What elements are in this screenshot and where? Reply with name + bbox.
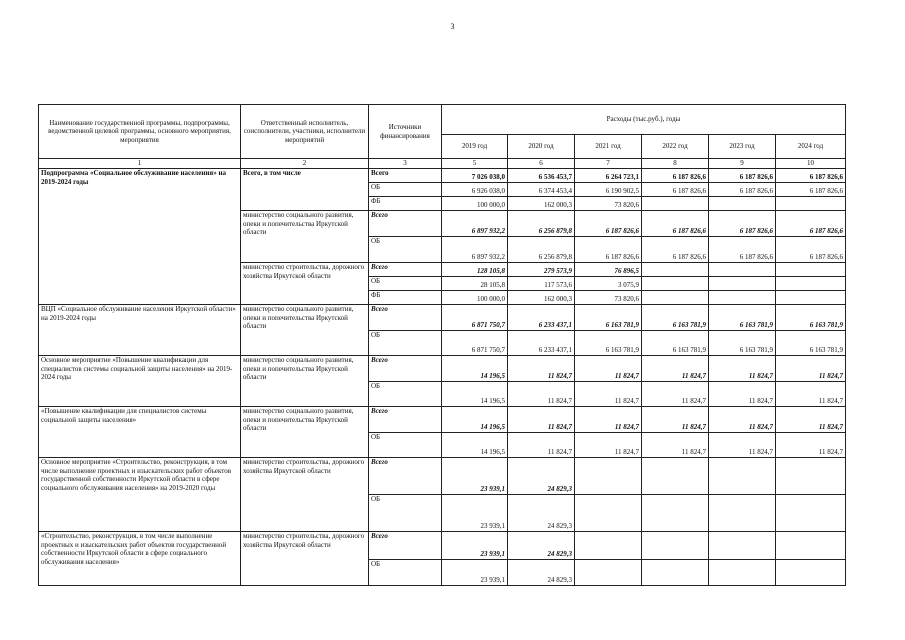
value-cell: 6 187 826,6 xyxy=(642,211,709,237)
column-number: 5 xyxy=(442,159,508,169)
value-cell: 11 824,7 xyxy=(776,382,846,407)
value-cell: 23 939,1 xyxy=(442,458,508,495)
value-cell: 23 939,1 xyxy=(442,560,508,586)
responsible-cell: министерство строительства, дорожного хозяйства Иркутской области xyxy=(241,263,369,305)
value-cell: 6 187 826,6 xyxy=(776,211,846,237)
value-cell: 6 190 902,5 xyxy=(575,183,642,197)
table-row xyxy=(39,169,846,183)
value-cell: 6 897 932,2 xyxy=(442,237,508,263)
empty-cell xyxy=(709,458,776,495)
value-cell: 6 897 932,2 xyxy=(442,211,508,237)
empty-cell xyxy=(776,458,846,495)
value-cell: 6 374 453,4 xyxy=(508,183,575,197)
value-cell: 117 573,6 xyxy=(508,277,575,291)
value-cell: 6 163 781,9 xyxy=(642,331,709,356)
value-cell: 3 075,9 xyxy=(575,277,642,291)
value-cell: 24 829,3 xyxy=(508,495,575,532)
value-cell: 11 824,7 xyxy=(508,433,575,458)
value-cell: 11 824,7 xyxy=(642,407,709,433)
empty-cell xyxy=(776,560,846,586)
responsible-cell: министерство социального развития, опеки и попечительства Иркутской области xyxy=(241,407,369,458)
value-cell: 6 187 826,6 xyxy=(776,237,846,263)
value-cell: 6 187 826,6 xyxy=(575,211,642,237)
value-cell: 11 824,7 xyxy=(575,356,642,382)
source-cell: ОБ xyxy=(369,495,442,532)
empty-cell xyxy=(575,495,642,532)
value-cell: 11 824,7 xyxy=(776,356,846,382)
value-cell: 11 824,7 xyxy=(575,382,642,407)
value-cell: 11 824,7 xyxy=(642,356,709,382)
value-cell: 11 824,7 xyxy=(776,433,846,458)
empty-cell xyxy=(575,458,642,495)
empty-cell xyxy=(709,197,776,211)
column-number: 1 xyxy=(39,159,241,169)
value-cell: 73 820,6 xyxy=(575,197,642,211)
value-cell: 73 820,6 xyxy=(575,291,642,305)
value-cell: 100 000,0 xyxy=(442,197,508,211)
value-cell: 11 824,7 xyxy=(508,407,575,433)
value-cell: 6 163 781,9 xyxy=(575,331,642,356)
value-cell: 11 824,7 xyxy=(575,407,642,433)
year-cell: 2024 год xyxy=(776,135,846,159)
header-name-cell: Наименование государственной программы, подпрограммы, ведомственной целевой программы, основного мероприятия, мероприятия xyxy=(39,105,241,159)
source-cell: Всего xyxy=(369,532,442,560)
program-name-cell: «Повышение квалификации для специалистов системы социальной защиты населения» xyxy=(39,407,241,458)
value-cell: 23 939,1 xyxy=(442,495,508,532)
program-name-cell: Основное мероприятие «Повышение квалификации для специалистов системы социальной защиты населения» на 2019-2024 годы xyxy=(39,356,241,407)
column-number: 10 xyxy=(776,159,846,169)
value-cell: 6 187 826,6 xyxy=(642,183,709,197)
value-cell: 11 824,7 xyxy=(575,433,642,458)
source-cell: ОБ xyxy=(369,277,442,291)
value-cell: 6 163 781,9 xyxy=(776,305,846,331)
table-row xyxy=(39,407,846,433)
header-responsible-cell: Ответственный исполнитель, соисполнители, участники, исполнители мероприятий xyxy=(241,105,369,159)
column-numbers-row xyxy=(39,159,846,169)
empty-cell xyxy=(642,197,709,211)
source-cell: ФБ xyxy=(369,197,442,211)
responsible-cell: Всего, в том числе xyxy=(241,169,369,211)
year-cell: 2020 год xyxy=(508,135,575,159)
empty-cell xyxy=(776,277,846,291)
value-cell: 162 000,3 xyxy=(508,291,575,305)
program-name-cell: «Строительство, реконструкция, в том числе выполнение проектных и изыскательских работ объектов государственной собственности Иркутской области в сфере социального обслуживания населения» xyxy=(39,532,241,586)
empty-cell xyxy=(709,560,776,586)
empty-cell xyxy=(575,532,642,560)
value-cell: 24 829,3 xyxy=(508,532,575,560)
source-cell: Всего xyxy=(369,305,442,331)
value-cell: 6 187 826,6 xyxy=(709,237,776,263)
expenditure-table xyxy=(38,104,846,586)
empty-cell xyxy=(709,291,776,305)
empty-cell xyxy=(642,263,709,277)
value-cell: 162 000,3 xyxy=(508,197,575,211)
value-cell: 6 187 826,6 xyxy=(776,183,846,197)
empty-cell xyxy=(642,277,709,291)
empty-cell xyxy=(642,291,709,305)
empty-cell xyxy=(642,560,709,586)
value-cell: 6 187 826,6 xyxy=(709,169,776,183)
value-cell: 11 824,7 xyxy=(508,382,575,407)
source-cell: Всего xyxy=(369,169,442,183)
page-number: 3 xyxy=(450,22,455,31)
value-cell: 6 871 750,7 xyxy=(442,331,508,356)
source-cell: ФБ xyxy=(369,291,442,305)
source-cell: ОБ xyxy=(369,433,442,458)
value-cell: 11 824,7 xyxy=(709,356,776,382)
value-cell: 6 187 826,6 xyxy=(709,211,776,237)
value-cell: 6 233 437,1 xyxy=(508,331,575,356)
value-cell: 14 196,5 xyxy=(442,407,508,433)
year-cell: 2023 год xyxy=(709,135,776,159)
column-number: 9 xyxy=(709,159,776,169)
empty-cell xyxy=(776,532,846,560)
table-row xyxy=(39,305,846,331)
empty-cell xyxy=(776,263,846,277)
responsible-cell: министерство социального развития, опеки и попечительства Иркутской области xyxy=(241,305,369,356)
responsible-cell: министерство строительства, дорожного хозяйства Иркутской области xyxy=(241,532,369,586)
header-expenses-cell: Расходы (тыс.руб.), годы xyxy=(442,105,846,135)
empty-cell xyxy=(776,291,846,305)
empty-cell xyxy=(709,277,776,291)
table-row xyxy=(39,532,846,560)
header-row xyxy=(39,105,846,135)
source-cell: ОБ xyxy=(369,560,442,586)
empty-cell xyxy=(709,263,776,277)
value-cell: 11 824,7 xyxy=(709,382,776,407)
value-cell: 76 896,5 xyxy=(575,263,642,277)
value-cell: 6 187 826,6 xyxy=(642,237,709,263)
column-number: 2 xyxy=(241,159,369,169)
empty-cell xyxy=(709,532,776,560)
source-cell: Всего xyxy=(369,263,442,277)
responsible-cell: министерство социального развития, опеки и попечительства Иркутской области xyxy=(241,211,369,263)
value-cell: 7 026 038,0 xyxy=(442,169,508,183)
value-cell: 11 824,7 xyxy=(642,382,709,407)
program-name-cell: ВЦП «Социальное обслуживание населения Иркутской области» на 2019-2024 годы xyxy=(39,305,241,356)
value-cell: 6 926 038,0 xyxy=(442,183,508,197)
empty-cell xyxy=(575,560,642,586)
value-cell: 28 105,8 xyxy=(442,277,508,291)
value-cell: 6 536 453,7 xyxy=(508,169,575,183)
value-cell: 6 163 781,9 xyxy=(776,331,846,356)
value-cell: 11 824,7 xyxy=(709,433,776,458)
responsible-cell: министерство строительства, дорожного хозяйства Иркутской области xyxy=(241,458,369,532)
column-number: 7 xyxy=(575,159,642,169)
value-cell: 6 187 826,6 xyxy=(575,237,642,263)
value-cell: 14 196,5 xyxy=(442,433,508,458)
value-cell: 6 256 879,8 xyxy=(508,211,575,237)
year-cell: 2021 год xyxy=(575,135,642,159)
value-cell: 11 824,7 xyxy=(642,433,709,458)
value-cell: 6 871 750,7 xyxy=(442,305,508,331)
empty-cell xyxy=(642,495,709,532)
table-row xyxy=(39,458,846,495)
empty-cell xyxy=(776,197,846,211)
value-cell: 11 824,7 xyxy=(508,356,575,382)
column-number: 6 xyxy=(508,159,575,169)
value-cell: 6 187 826,6 xyxy=(776,169,846,183)
value-cell: 11 824,7 xyxy=(709,407,776,433)
source-cell: ОБ xyxy=(369,382,442,407)
value-cell: 23 939,1 xyxy=(442,532,508,560)
program-name-cell: Основное мероприятие «Строительство, реконструкция, в том числе выполнение проектных и изыскательских работ объектов государственной собственности Иркутской области в сфере социального обслуживания населения» на 2019-2020 годы xyxy=(39,458,241,532)
value-cell: 100 000,0 xyxy=(442,291,508,305)
value-cell: 6 163 781,9 xyxy=(709,331,776,356)
value-cell: 279 573,9 xyxy=(508,263,575,277)
source-cell: Всего xyxy=(369,211,442,237)
column-number: 8 xyxy=(642,159,709,169)
value-cell: 24 829,3 xyxy=(508,560,575,586)
value-cell: 11 824,7 xyxy=(776,407,846,433)
value-cell: 6 187 826,6 xyxy=(709,183,776,197)
empty-cell xyxy=(709,495,776,532)
value-cell: 128 105,8 xyxy=(442,263,508,277)
source-cell: Всего xyxy=(369,356,442,382)
source-cell: ОБ xyxy=(369,237,442,263)
value-cell: 14 196,5 xyxy=(442,356,508,382)
source-cell: Всего xyxy=(369,407,442,433)
value-cell: 6 256 879,8 xyxy=(508,237,575,263)
value-cell: 6 187 826,6 xyxy=(642,169,709,183)
year-cell: 2022 год xyxy=(642,135,709,159)
value-cell: 6 264 723,1 xyxy=(575,169,642,183)
source-cell: ОБ xyxy=(369,183,442,197)
year-cell: 2019 год xyxy=(442,135,508,159)
table-row xyxy=(39,356,846,382)
value-cell: 6 233 437,1 xyxy=(508,305,575,331)
value-cell: 24 829,3 xyxy=(508,458,575,495)
empty-cell xyxy=(642,532,709,560)
value-cell: 6 163 781,9 xyxy=(642,305,709,331)
program-name-cell: Подпрограмма «Социальное обслуживание населения» на 2019-2024 годы xyxy=(39,169,241,305)
source-cell: Всего xyxy=(369,458,442,495)
header-source-cell: Источники финансирования xyxy=(369,105,442,159)
source-cell: ОБ xyxy=(369,331,442,356)
responsible-cell: министерство социального развития, опеки и попечительства Иркутской области xyxy=(241,356,369,407)
column-number: 3 xyxy=(369,159,442,169)
value-cell: 6 163 781,9 xyxy=(575,305,642,331)
empty-cell xyxy=(776,495,846,532)
empty-cell xyxy=(642,458,709,495)
value-cell: 6 163 781,9 xyxy=(709,305,776,331)
value-cell: 14 196,5 xyxy=(442,382,508,407)
